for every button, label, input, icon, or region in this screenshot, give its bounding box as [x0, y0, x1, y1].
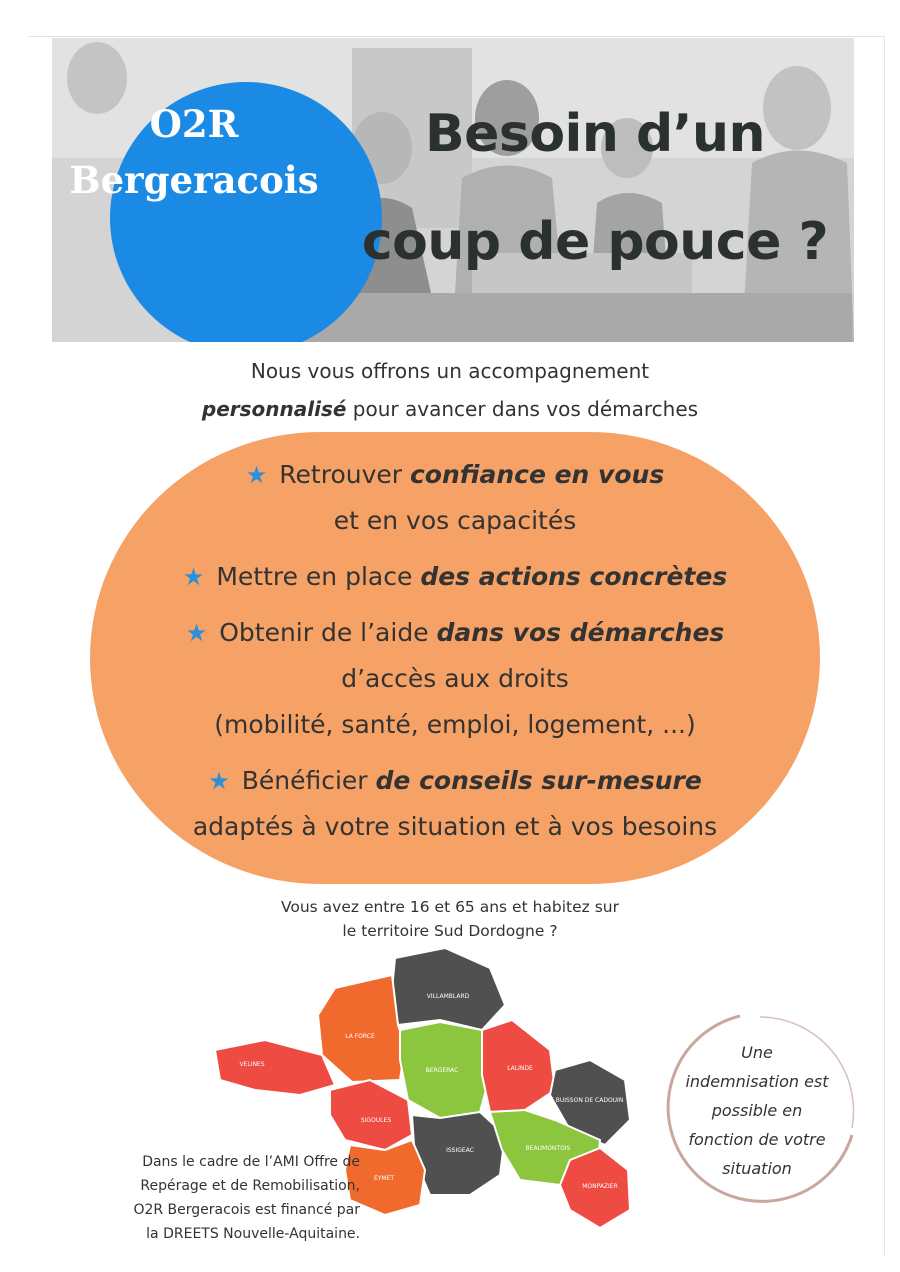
map-label-monpazier: MONPAZIER [582, 1183, 618, 1190]
star-icon: ★ [245, 461, 268, 489]
star-icon: ★ [208, 767, 230, 795]
funding-note [70, 1150, 360, 1246]
benefit-emphasis: de conseils sur-mesure [375, 766, 702, 795]
map-label-eymet: EYMET [373, 1175, 395, 1182]
benefit-prefix: Bénéficier [241, 766, 376, 795]
star-icon: ★ [185, 619, 208, 647]
question-line1: Vous avez entre 16 et 65 ans et habitez sur [280, 898, 620, 916]
indemnity-line: possible en [711, 1101, 803, 1120]
funding-line: O2R Bergeracois est financé par [133, 1202, 360, 1218]
map-label-bergerac: BERGERAC [425, 1067, 459, 1074]
map-label-issigeac: ISSIGEAC [446, 1147, 474, 1154]
benefit-continuation: et en vos capacités [333, 506, 577, 535]
map-label-lalinde: LALINDE [507, 1065, 533, 1072]
benefit-continuation: (mobilité, santé, emploi, logement, ...) [214, 710, 696, 739]
benefit-emphasis: confiance en vous [409, 460, 665, 489]
benefit-prefix: Obtenir de l’aide [219, 618, 437, 647]
indemnity-note [664, 1038, 850, 1183]
map-label-la-force: LA FORCE [345, 1033, 375, 1040]
indemnity-line: situation [722, 1159, 792, 1178]
map-label-le-buisson: LE BUISSON DE CADOUIN [546, 1097, 624, 1104]
title-line1: Besoin d’un [424, 104, 766, 164]
org-name-line2: Bergeracois [69, 158, 319, 202]
benefit-emphasis: dans vos démarches [436, 618, 725, 647]
intro-emphasis: personnalisé [201, 397, 347, 421]
indemnity-line: indemnisation est [685, 1072, 829, 1091]
funding-line: Dans le cadre de l’AMI Offre de [142, 1154, 360, 1170]
title-line2: coup de pouce ? [361, 212, 829, 272]
question-line2: le territoire Sud Dordogne ? [342, 922, 558, 940]
intro-line1: Nous vous offrons un accompagnement [250, 359, 650, 383]
intro-line2-rest: pour avancer dans vos démarches [346, 397, 699, 421]
map-label-sigoules: SIGOULES [360, 1117, 392, 1124]
benefit-prefix: Mettre en place [216, 562, 421, 591]
map-label-villamblard: VILLAMBLARD [426, 993, 470, 1000]
star-icon: ★ [182, 563, 205, 591]
benefit-continuation: d’accès aux droits [341, 664, 569, 693]
indemnity-line: fonction de votre [688, 1130, 826, 1149]
map-label-beaumontois: BEAUMONTOIS [525, 1145, 571, 1152]
funding-line: Repérage et de Remobilisation, [140, 1178, 360, 1194]
benefit-prefix: Retrouver [279, 460, 410, 489]
map-label-velines: VELINES [239, 1061, 265, 1068]
org-name-line1: O2R [149, 102, 239, 146]
funding-line: la DREETS Nouvelle-Aquitaine. [146, 1226, 360, 1242]
benefit-continuation: adaptés à votre situation et à vos besoins [192, 812, 718, 841]
indemnity-line: Une [741, 1043, 773, 1062]
benefit-emphasis: des actions concrètes [420, 562, 728, 591]
